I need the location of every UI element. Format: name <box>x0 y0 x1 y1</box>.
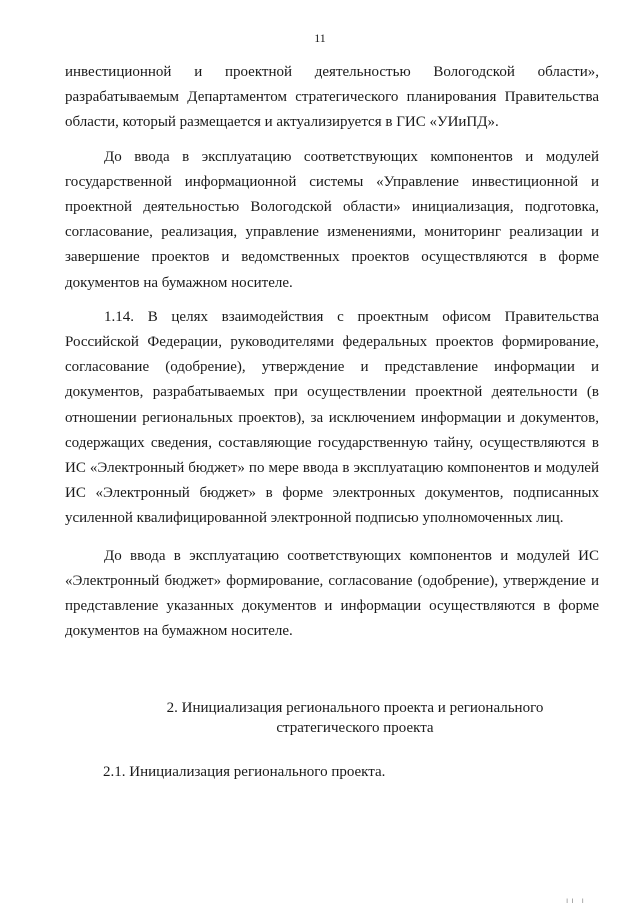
document-body <box>65 60 599 644</box>
scan-artifact-mark: ıı ı <box>566 896 587 905</box>
section-heading <box>135 698 575 738</box>
paragraph-paper-documents-budget: До ввода в эксплуатацию соответствующих компонентов и модулей ИС «Электронный бюджет» формирование, согласование (одобрение), утверждение и представление указанных документов и информации осуществляются в форме документов на бумажном носителе. <box>65 547 599 640</box>
paragraph-continuation: инвестиционной и проектной деятельностью Вологодской области», разрабатываемым Департаментом стратегического планирования Правительства области, который размещается и актуализируется в ГИС «УИиПД». <box>65 64 599 131</box>
section-heading-line-1: 2. Инициализация регионального проекта и регионального <box>166 700 544 716</box>
paragraph-1-14: 1.14. В целях взаимодействия с проектным офисом Правительства Российской Федерации, руководителями федеральных проектов формирование, согласование (одобрение), утверждение и представление информации и документов, разрабатываемых при осуществлении проектной деятельности (в отношении региональных проектов), за исключением информации и документов, содержащих сведения, составляющие государственную тайну, осуществляются в ИС «Электронный бюджет» по мере ввода в эксплуатацию компонентов и модулей ИС «Электронный бюджет» в форме электронных документов, подписанных усиленной квалифицированной электронной подписью уполномоченных лиц. <box>65 308 599 527</box>
subsection-heading: 2.1. Инициализация регионального проекта. <box>103 764 386 780</box>
paragraph-paper-documents-gis: До ввода в эксплуатацию соответствующих компонентов и модулей государственной информационной системы «Управление инвестиционной и проектной деятельностью Вологодской области» инициализация, подготовка, согласование, реализация, управление изменениями, мониторинг реализации и завершение проектов и ведомственных проектов осуществляются в форме документов на бумажном носителе. <box>65 148 599 291</box>
section-heading-line-2: стратегического проекта <box>276 720 434 736</box>
page-number: 11 <box>314 31 326 45</box>
